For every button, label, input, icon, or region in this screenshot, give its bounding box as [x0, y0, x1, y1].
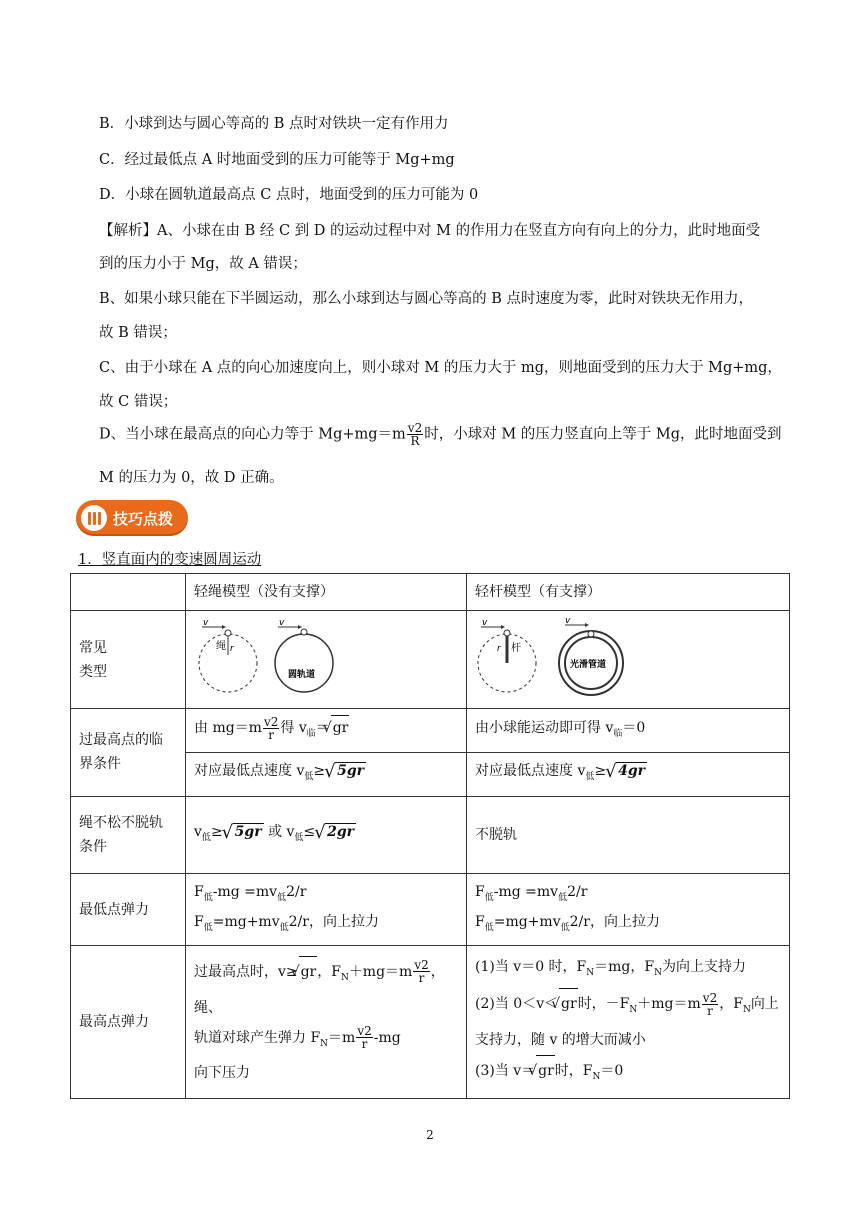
rod-and-pipe-figures: [475, 615, 645, 697]
rope-critical-cell: 由 mg＝m $\frac{v2}{r}$ 得 $v_临=√$ gr: [186, 709, 467, 753]
fig-pipe-label: 光滑管道: [570, 659, 607, 670]
table-row-highest: [71, 946, 790, 1098]
fig-track-v-label: v: [279, 617, 285, 628]
rod-lowest-force-cell: $F_低-mg =mv_低2/r$ $F_低=mg+mv_低2/r$，向上拉力: [467, 873, 790, 946]
fig-rope-v-label: v: [203, 617, 209, 628]
fig-rod-label: 杆: [511, 642, 521, 654]
header-rope-model: 轻绳模型（没有支撑）: [186, 574, 467, 611]
rope-slack-cell: $v_低\ge√$ 5gr 或 $v_低\le√$ 2gr: [186, 796, 467, 873]
analysis-c-line1: C、由于小球在 A 点的向心加速度向上，则小球对 M 的压力大于 mg，则地面受到的压力大于 Mg+mg，: [99, 360, 782, 376]
header-blank-cell: [71, 574, 186, 611]
rope-highest-force-cell: 过最高点时，v≥√ gr，$F_N+mg=m$ $\frac{v2}{r}$ ，绳、 轨道对球产生弹力 $F_N=m$ $\frac{v2}{r}$ -mg 向下压力: [186, 946, 467, 1098]
table-header-row: [71, 574, 790, 611]
row-label-slack: 绳不松不脱轨 条件: [71, 796, 186, 873]
fig-pipe-v-label: v: [565, 615, 571, 626]
fig-rod-v-label: v: [482, 617, 488, 628]
analysis-a-line2: 到的压力小于 Mg，故 A 错误；: [99, 256, 307, 272]
table-row-slack: [71, 796, 790, 873]
rope-lowest-force-cell: $F_低-mg =mv_低2/r$ $F_低=mg+mv_低2/r$，向上拉力: [186, 873, 467, 946]
analysis-c-line2: 故 C 错误；: [99, 394, 178, 410]
table-row-lowest: [71, 873, 790, 946]
header-rod-model: 轻杆模型（有支撑）: [467, 574, 790, 611]
analysis-a-line1: 【解析】A、小球在由 B 经 C 到 D 的运动过程中对 M 的作用力在竖直方向有向上的分力，此时地面受: [99, 223, 761, 239]
section-heading: 1．竖直面内的变速圆周运动: [78, 552, 262, 568]
rope-lowest-speed-cell: 对应最低点速度 $v_低\ge√$ 5gr: [186, 752, 467, 796]
rod-slack-cell: 不脱轨: [467, 796, 790, 873]
tips-badge: [76, 500, 188, 536]
tips-icon: [81, 505, 107, 531]
row-label-types: 常见 类型: [71, 611, 186, 709]
comparison-table: [70, 573, 790, 1099]
analysis-d-line1: D、当小球在最高点的向心力等于 Mg+mg＝m $\frac{v2}{R}$ 时，小球对 M 的压力竖直向上等于 Mg，此时地面受到: [99, 421, 782, 448]
row-label-highest: 最高点弹力: [71, 946, 186, 1098]
fig-rope-label: 绳: [216, 640, 226, 652]
fraction-v2-over-r: $\frac{v2}{R}$: [407, 421, 423, 448]
page-number: 2: [426, 1128, 434, 1142]
option-b: B．小球到达与圆心等高的 B 点时对铁块一定有作用力: [99, 116, 449, 132]
option-c: C．经过最低点 A 时地面受到的压力可能等于 Mg+mg: [99, 152, 455, 168]
rod-critical-cell: 由小球能运动即可得 $v_临=0$: [467, 709, 790, 753]
rod-figures-cell: [467, 611, 790, 709]
table-row-types: [71, 611, 790, 709]
option-d: D．小球在圆轨道最高点 C 点时，地面受到的压力可能为 0: [99, 187, 479, 203]
rope-and-track-figures: [194, 615, 334, 697]
table-row-critical: [71, 709, 790, 753]
analysis-b-line1: B、如果小球只能在下半圆运动，那么小球到达与圆心等高的 B 点时速度为零，此时对铁块无作用力，: [99, 291, 754, 307]
fig-rope-r-label: r: [230, 643, 234, 654]
fig-track-label: 圆轨道: [288, 669, 316, 680]
analysis-d-line2: M 的压力为 0，故 D 正确。: [99, 470, 284, 486]
analysis-b-line2: 故 B 错误；: [99, 325, 177, 341]
rope-figures-cell: [186, 611, 467, 709]
rod-lowest-speed-cell: 对应最低点速度 $v_低\ge√$ 4gr: [467, 752, 790, 796]
row-label-critical: 过最高点的临 界条件: [71, 709, 186, 797]
rod-highest-force-cell: (1)当 v＝0 时，$F_N=mg$，$F_N$为向上支持力 (2)当 0＜v＜√ gr时，$-F_N+mg=m$ $\frac{v2}{r}$ ，$F_N$向上 支持力，随 v 的增大而减小 (3)当 v＝√ gr时，$F_N=0$: [467, 946, 790, 1098]
row-label-lowest: 最低点弹力: [71, 873, 186, 946]
fig-rod-r-label: r: [497, 643, 501, 654]
tips-badge-label: 技巧点拨: [113, 509, 174, 528]
